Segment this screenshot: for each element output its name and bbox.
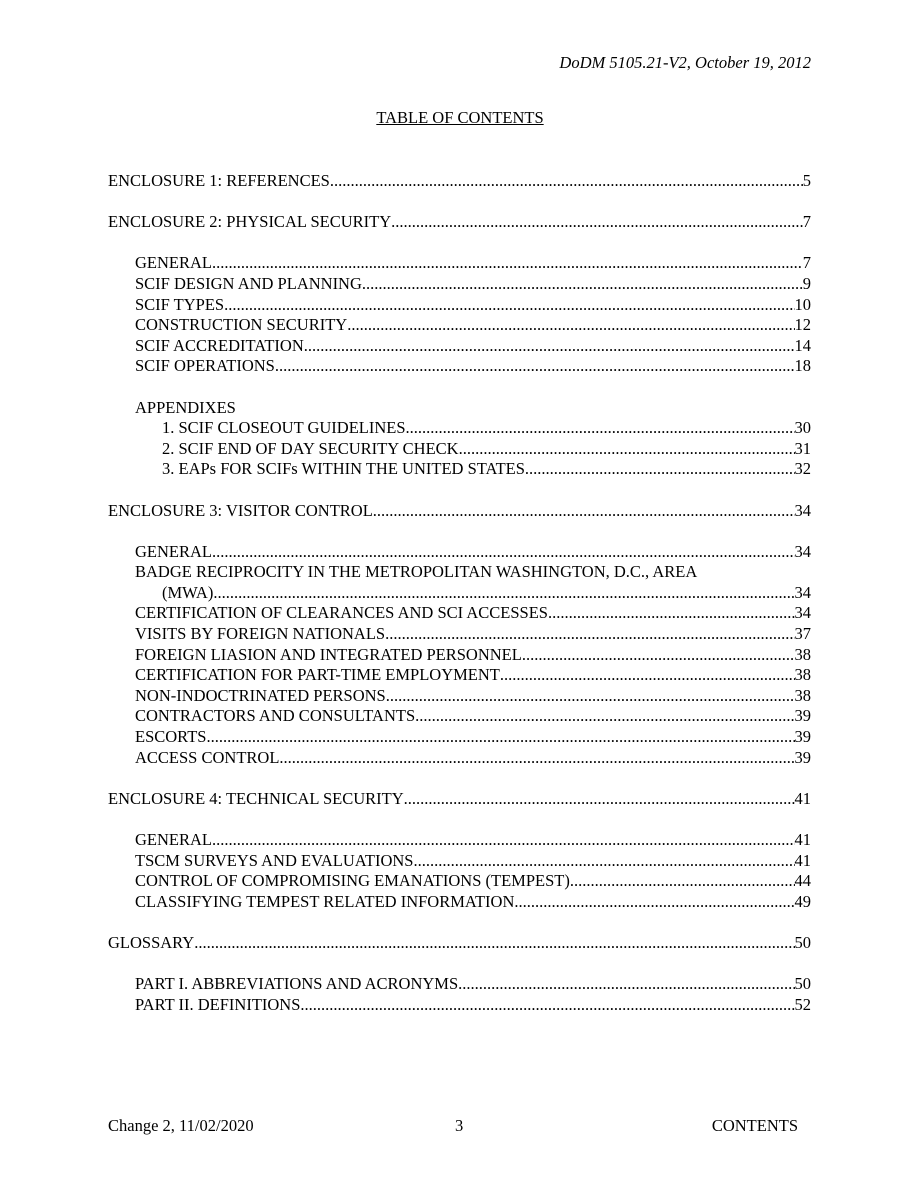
dot-leader: [385, 624, 794, 645]
dot-leader: [386, 686, 795, 707]
toc-entry-scif-design-and-planning[interactable]: [108, 274, 811, 295]
toc-entry-tscm-surveys[interactable]: [108, 851, 811, 872]
toc-entry-page: 38: [794, 665, 811, 685]
dot-leader: [212, 253, 803, 274]
dot-leader: [279, 748, 794, 769]
toc-entry-label: ENCLOSURE 2: PHYSICAL SECURITY: [108, 212, 392, 232]
toc-entry-appendix-3[interactable]: [108, 459, 811, 480]
toc-entry-page: 50: [794, 932, 811, 952]
toc-entry-general[interactable]: [108, 253, 811, 274]
footer-page-number: 3: [455, 1116, 464, 1135]
toc-entry-page: 34: [794, 500, 811, 520]
toc-entry-general[interactable]: [108, 830, 811, 851]
toc-entry-page: 5: [802, 171, 811, 190]
toc-entry-scif-operations[interactable]: [108, 356, 811, 377]
dot-leader: [194, 933, 794, 954]
footer-change-note: Change 2, 11/02/2020: [108, 1116, 254, 1135]
document-header: DoDM 5105.21-V2, October 19, 2012: [559, 53, 811, 72]
dot-leader: [304, 336, 795, 357]
toc-entry-page: 39: [794, 706, 811, 726]
dot-leader: [212, 830, 795, 851]
dot-leader: [514, 892, 794, 913]
toc-entry-label: CLASSIFYING TEMPEST RELATED INFORMATION: [135, 891, 515, 911]
toc-entry-access-control[interactable]: [108, 748, 811, 769]
toc-entry-label: GLOSSARY: [108, 932, 195, 952]
toc-entry-page: 39: [794, 727, 811, 747]
toc-entry-badge-reciprocity-cont[interactable]: [108, 583, 811, 604]
toc-entry-label: CERTIFICATION FOR PART-TIME EMPLOYMENT: [135, 665, 500, 685]
toc-entry-tempest-classifying[interactable]: [108, 892, 811, 913]
toc-entry-label: NON-INDOCTRINATED PERSONS: [135, 685, 386, 705]
toc-entry-enclosure-1[interactable]: [108, 171, 811, 192]
toc-entry-label: CERTIFICATION OF CLEARANCES AND SCI ACCESSES: [135, 603, 548, 623]
page-title: [0, 108, 920, 128]
toc-entry-foreign-liaison[interactable]: [108, 645, 811, 666]
toc-entry-page: 41: [794, 850, 811, 870]
toc-entry-page: 39: [794, 747, 811, 767]
dot-leader: [224, 295, 794, 316]
dot-leader: [413, 851, 794, 872]
toc-entry-label: CONTRACTORS AND CONSULTANTS: [135, 706, 416, 726]
footer-section-name: CONTENTS: [711, 1116, 798, 1135]
toc-entry-glossary-part-2[interactable]: [108, 995, 811, 1016]
toc-entry-page: 10: [794, 294, 811, 314]
toc-entry-label: (MWA): [162, 582, 214, 602]
toc-entry-label: ACCESS CONTROL: [135, 747, 280, 767]
toc-entry-glossary-part-1[interactable]: [108, 974, 811, 995]
toc-entry-page: 38: [794, 644, 811, 664]
dot-leader: [525, 459, 795, 480]
toc-entry-page: 9: [802, 273, 811, 293]
dot-leader: [213, 583, 794, 604]
toc-entry-page: 41: [794, 830, 811, 849]
toc-entry-label: SCIF DESIGN AND PLANNING: [135, 273, 362, 293]
dot-leader: [373, 501, 795, 522]
toc-entry-label: GENERAL: [135, 541, 212, 561]
toc-entry-page: 34: [794, 541, 811, 561]
dot-leader: [362, 274, 803, 295]
toc-entry-visits-by-foreign-nationals[interactable]: [108, 624, 811, 645]
toc-entry-label: PART I. ABBREVIATIONS AND ACRONYMS: [135, 974, 459, 994]
toc-entry-page: 31: [794, 438, 811, 458]
dot-leader: [406, 418, 795, 439]
toc-entry-part-time-employment[interactable]: [108, 665, 811, 686]
toc-entry-label: 3. EAPs FOR SCIFs WITHIN THE UNITED STATES: [162, 459, 525, 479]
toc-entry-contractors-and-consultants[interactable]: [108, 706, 811, 727]
toc-entry-scif-types[interactable]: [108, 295, 811, 316]
toc-entry-enclosure-2[interactable]: [108, 212, 811, 233]
toc-entry-label: SCIF OPERATIONS: [135, 356, 275, 376]
toc-entry-page: 44: [794, 871, 811, 891]
dot-leader: [212, 542, 795, 563]
toc-entry-label: ENCLOSURE 3: VISITOR CONTROL: [108, 500, 373, 520]
dot-leader: [458, 974, 794, 995]
toc-entry-label: FOREIGN LIASION AND INTEGRATED PERSONNEL: [135, 644, 522, 664]
toc-entry-enclosure-4[interactable]: [108, 789, 811, 810]
toc-entry-page: 34: [794, 582, 811, 602]
toc-entry-glossary[interactable]: [108, 933, 811, 954]
dot-leader: [275, 356, 795, 377]
dot-leader: [415, 706, 794, 727]
toc-heading-appendixes: [108, 398, 811, 419]
toc-entry-page: 50: [794, 974, 811, 994]
toc-entry-page: 52: [794, 994, 811, 1014]
dot-leader: [570, 871, 795, 892]
toc-entry-label: TSCM SURVEYS AND EVALUATIONS: [135, 850, 414, 870]
toc-entry-label: GENERAL: [135, 253, 212, 273]
dot-leader: [347, 315, 794, 336]
toc-entry-label: ENCLOSURE 1: REFERENCES: [108, 171, 330, 190]
dot-leader: [548, 603, 795, 624]
toc-entry-badge-reciprocity[interactable]: [108, 562, 811, 583]
toc-entry-non-indoctrinated-persons[interactable]: [108, 686, 811, 707]
toc-entry-enclosure-3[interactable]: [108, 501, 811, 522]
toc-entry-escorts[interactable]: [108, 727, 811, 748]
toc-entry-page: 37: [794, 624, 811, 644]
toc-entry-label: ESCORTS: [135, 727, 207, 747]
dot-leader: [522, 645, 795, 666]
toc-entry-label: VISITS BY FOREIGN NATIONALS: [135, 624, 386, 644]
toc-entry-label: SCIF ACCREDITATION: [135, 335, 304, 355]
toc-entry-label: GENERAL: [135, 830, 212, 849]
dot-leader: [391, 212, 803, 233]
toc-entry-page: 12: [794, 315, 811, 335]
toc-entry-label: SCIF TYPES: [135, 294, 225, 314]
dot-leader: [459, 439, 795, 460]
toc-entry-appendix-2[interactable]: [108, 439, 811, 460]
toc-entry-page: 7: [802, 212, 811, 232]
dot-leader: [206, 727, 794, 748]
toc-entry-page: 7: [802, 253, 811, 273]
toc-entry-certification-of-clearances[interactable]: [108, 603, 811, 624]
toc-entry-label: CONTROL OF COMPROMISING EMANATIONS (TEMPEST): [135, 871, 570, 891]
page-title-text: TABLE OF CONTENTS: [376, 108, 544, 127]
toc-entry-page: 30: [794, 418, 811, 438]
toc-entry-appendix-1[interactable]: [108, 418, 811, 439]
dot-leader: [404, 789, 795, 810]
dot-leader: [500, 665, 795, 686]
dot-leader: [300, 995, 794, 1016]
toc-entry-page: 18: [794, 356, 811, 376]
dot-leader: [330, 171, 803, 192]
toc-entry-label: PART II. DEFINITIONS: [135, 994, 301, 1014]
toc-entry-page: 32: [794, 459, 811, 479]
toc-entry-label: 2. SCIF END OF DAY SECURITY CHECK: [162, 438, 459, 458]
toc-entry-scif-accreditation[interactable]: [108, 336, 811, 357]
toc-entry-label: APPENDIXES: [135, 397, 236, 417]
toc-entry-page: 14: [794, 335, 811, 355]
toc-entry-construction-security[interactable]: [108, 315, 811, 336]
table-of-contents: [108, 171, 811, 1015]
toc-entry-page: 34: [794, 603, 811, 623]
toc-entry-page: 41: [794, 788, 811, 808]
toc-entry-label: ENCLOSURE 4: TECHNICAL SECURITY: [108, 788, 404, 808]
toc-entry-page: 38: [794, 685, 811, 705]
toc-entry-label: CONSTRUCTION SECURITY: [135, 315, 348, 335]
toc-entry-page: 49: [794, 891, 811, 911]
toc-entry-tempest-control[interactable]: [108, 871, 811, 892]
toc-entry-general[interactable]: [108, 542, 811, 563]
toc-entry-label: BADGE RECIPROCITY IN THE METROPOLITAN WASHINGTON, D.C., AREA: [135, 562, 698, 582]
toc-entry-label: 1. SCIF CLOSEOUT GUIDELINES: [162, 418, 406, 438]
